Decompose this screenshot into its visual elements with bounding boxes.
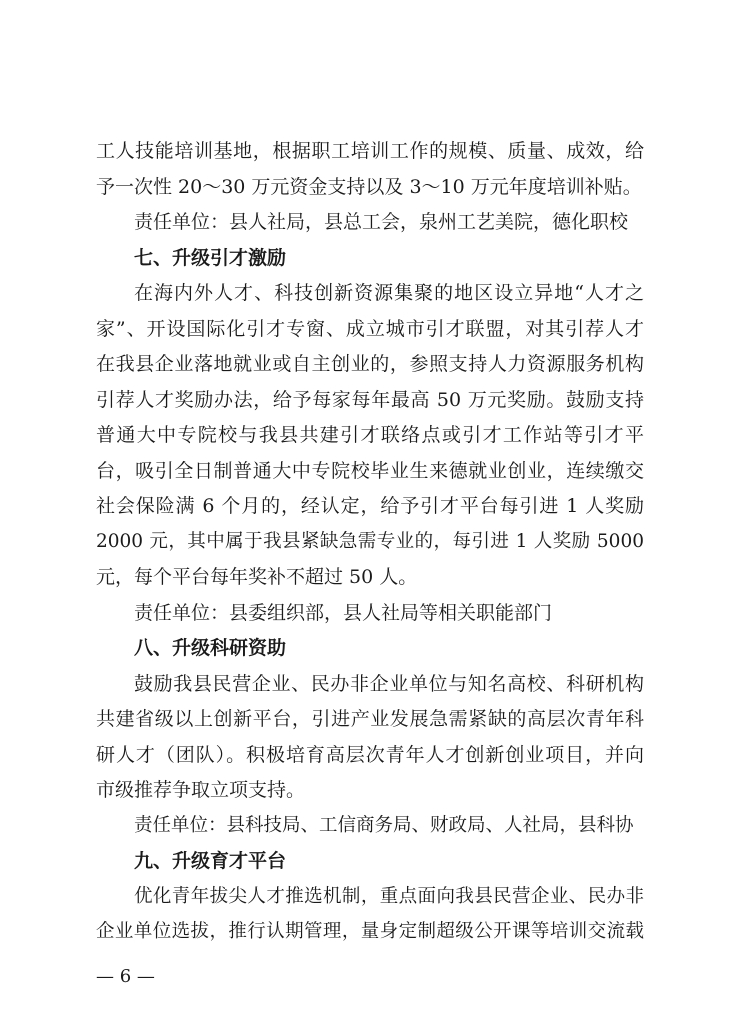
paragraph-line: 工人技能培训基地，根据职工培训工作的规模、质量、成效，给: [96, 140, 644, 162]
paragraph-line: 2000 元，其中属于我县紧缺急需专业的，每引进 1 人奖励 5000: [96, 531, 644, 552]
paragraph-line: 元，每个平台每年奖补不超过 50 人。: [96, 566, 418, 588]
paragraph-line: 台，吸引全日制普通大中专院校毕业生来德就业创业，连续缴交: [96, 460, 644, 482]
responsible-units: 责任单位：县委组织部，县人社局等相关职能部门: [134, 602, 553, 624]
paragraph-line: 在海内外人才、科技创新资源集聚的地区设立异地“人才之: [134, 282, 644, 304]
paragraph-line: 引荐人才奖励办法，给予每家每年最高 50 万元奖励。鼓励支持: [96, 389, 644, 411]
paragraph-line: 企业单位选拔，推行认期管理，量身定制超级公开课等培训交流载: [96, 921, 644, 942]
paragraph-line: 社会保险满 6 个月的，经认定，给予引才平台每引进 1 人奖励: [96, 495, 644, 517]
paragraph-line: 研人才（团队）。积极培育高层次青年人才创新创业项目，并向: [96, 744, 644, 766]
responsible-units: 责任单位：县人社局，县总工会，泉州工艺美院，德化职校: [134, 211, 629, 233]
paragraph-line: 市级推荐争取立项支持。: [96, 779, 306, 801]
section-heading: 七、升级引才激励: [134, 247, 287, 269]
paragraph-line: 予一次性 20～30 万元资金支持以及 3～10 万元年度培训补贴。: [96, 176, 642, 198]
paragraph-line: 共建省级以上创新平台，引进产业发展急需紧缺的高层次青年科: [96, 708, 644, 730]
paragraph-line: 在我县企业落地就业或自主创业的，参照支持人力资源服务机构: [96, 353, 644, 375]
paragraph-line: 普通大中专院校与我县共建引才联络点或引才工作站等引才平: [96, 424, 644, 446]
page-number: — 6 —: [96, 966, 155, 987]
section-heading: 九、升级育才平台: [134, 850, 287, 872]
section-heading: 八、升级科研资助: [134, 637, 287, 659]
paragraph-line: 家”、开设国际化引才专窗、成立城市引才联盟，对其引荐人才: [96, 318, 644, 340]
paragraph-line: 鼓励我县民营企业、民办非企业单位与知名高校、科研机构: [134, 673, 644, 695]
responsible-units: 责任单位：县科技局、工信商务局、财政局、人社局，县科协: [134, 815, 634, 836]
paragraph-line: 优化青年拔尖人才推选机制，重点面向我县民营企业、民办非: [134, 886, 644, 907]
